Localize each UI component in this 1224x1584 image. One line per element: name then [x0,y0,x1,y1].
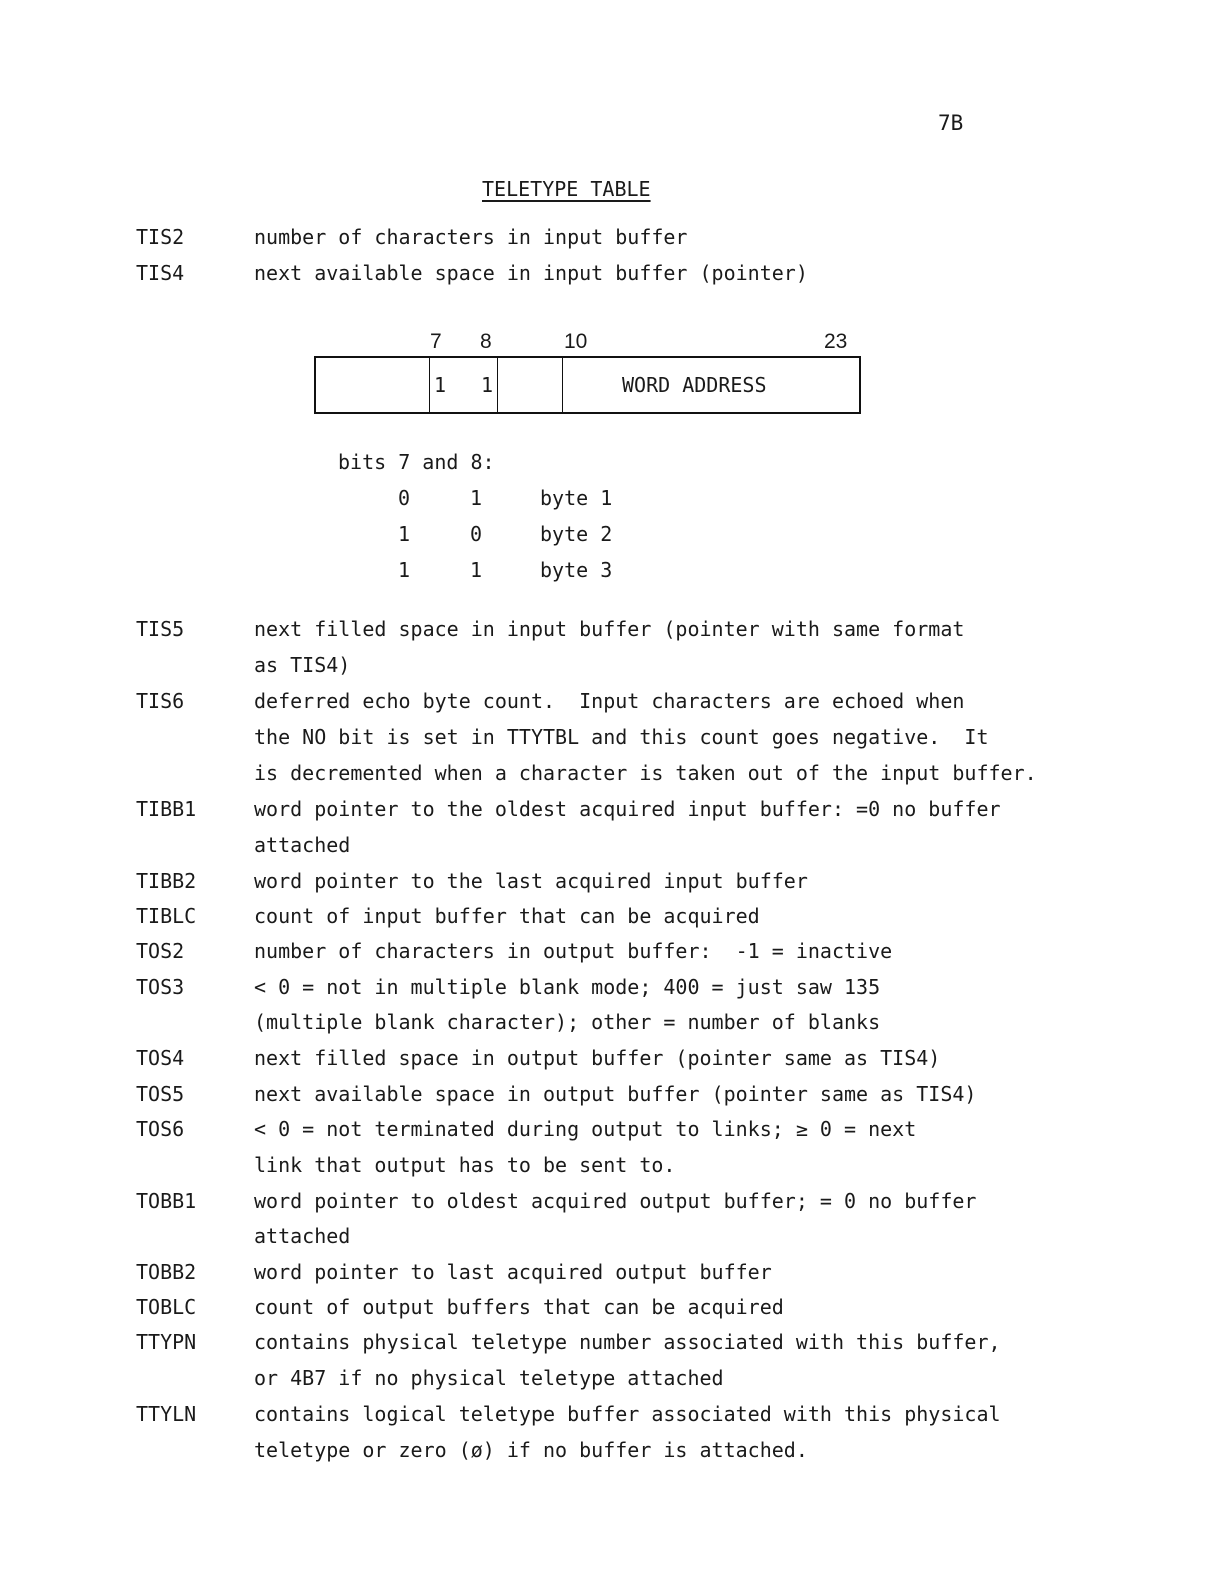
entry-description: link that output has to be sent to. [254,1153,676,1177]
entry-description: (multiple blank character); other = number of blanks [254,1010,881,1034]
entry-label: TOBB2 [136,1260,197,1284]
bit-label-7: 7 [430,330,442,353]
word-format-diagram [314,328,866,420]
entry-label: TIBB2 [136,869,197,893]
page-number: 7B [938,111,964,135]
entry-description: or 4B7 if no physical teletype attached [254,1366,724,1390]
entry-label: TOS5 [136,1082,185,1106]
bits-table-row [398,522,638,546]
byte-meaning: byte 3 [540,558,613,582]
byte-meaning: byte 1 [540,486,613,510]
entry-label: TOBLC [136,1295,197,1319]
entry-description: next available space in output buffer (pointer same as TIS4) [254,1082,977,1106]
entry-description: word pointer to the last acquired input buffer [254,869,808,893]
entry-description: is decremented when a character is taken out of the input buffer. [254,761,1037,785]
entry-label: TIBLC [136,904,197,928]
entry-description: word pointer to oldest acquired output buffer; = 0 no buffer [254,1189,977,1213]
bit-8-cell: 0 [470,522,483,546]
entry-description: word pointer to last acquired output buffer [254,1260,772,1284]
entry-description: deferred echo byte count. Input characters are echoed when [254,689,965,713]
entry-description: contains logical teletype buffer associated with this physical [254,1402,1001,1426]
entry-label: TIBB1 [136,797,197,821]
bits-table-row [398,486,638,510]
entry-description: number of characters in output buffer: -1 = inactive [254,939,893,963]
entry-description: contains physical teletype number associated with this buffer, [254,1330,1001,1354]
byte-meaning: byte 2 [540,522,613,546]
entry-label: TTYLN [136,1402,197,1426]
entry-description: number of characters in input buffer [254,225,688,249]
bit-8-cell: 1 [470,486,483,510]
entry-description: attached [254,833,351,857]
entry-description: count of output buffers that can be acquired [254,1295,784,1319]
entry-label: TIS5 [136,617,185,641]
bit-8-value: 1 [481,373,494,397]
entry-description: teletype or zero (ø) if no buffer is attached. [254,1438,808,1462]
entry-description: attached [254,1224,351,1248]
entry-description: as TIS4) [254,653,351,677]
field-divider [562,358,563,412]
page-title: TELETYPE TABLE [482,177,651,201]
entry-label: TOS2 [136,939,185,963]
field-divider [497,358,498,412]
entry-description: count of input buffer that can be acquired [254,904,760,928]
entry-label: TOS6 [136,1117,185,1141]
field-divider [429,358,430,412]
bit-7-value: 1 [434,373,447,397]
entry-label: TIS2 [136,225,185,249]
entry-label: TIS4 [136,261,185,285]
bit-label-23: 23 [824,330,848,353]
entry-description: next filled space in output buffer (pointer same as TIS4) [254,1046,941,1070]
bit-7-cell: 0 [398,486,411,510]
entry-description: next filled space in input buffer (pointer with same format [254,617,965,641]
bits-table-header: bits 7 and 8: [338,450,495,474]
entry-label: TOS3 [136,975,185,999]
entry-label: TIS6 [136,689,185,713]
entry-description: < 0 = not terminated during output to links; ≥ 0 = next [254,1117,917,1141]
entry-label: TTYPN [136,1330,197,1354]
bit-8-cell: 1 [470,558,483,582]
entry-description: the NO bit is set in TTYTBL and this count goes negative. It [254,725,989,749]
bits-table-row [398,558,638,582]
word-box [314,356,861,414]
entry-description: < 0 = not in multiple blank mode; 400 = just saw 135 [254,975,881,999]
entry-description: next available space in input buffer (pointer) [254,261,808,285]
word-address-field: WORD ADDRESS [622,373,767,397]
entry-label: TOS4 [136,1046,185,1070]
bit-7-cell: 1 [398,558,411,582]
bit-label-8: 8 [480,330,492,353]
bit-label-10: 10 [564,330,588,353]
bit-7-cell: 1 [398,522,411,546]
entry-label: TOBB1 [136,1189,197,1213]
entry-description: word pointer to the oldest acquired input buffer: =0 no buffer [254,797,1001,821]
